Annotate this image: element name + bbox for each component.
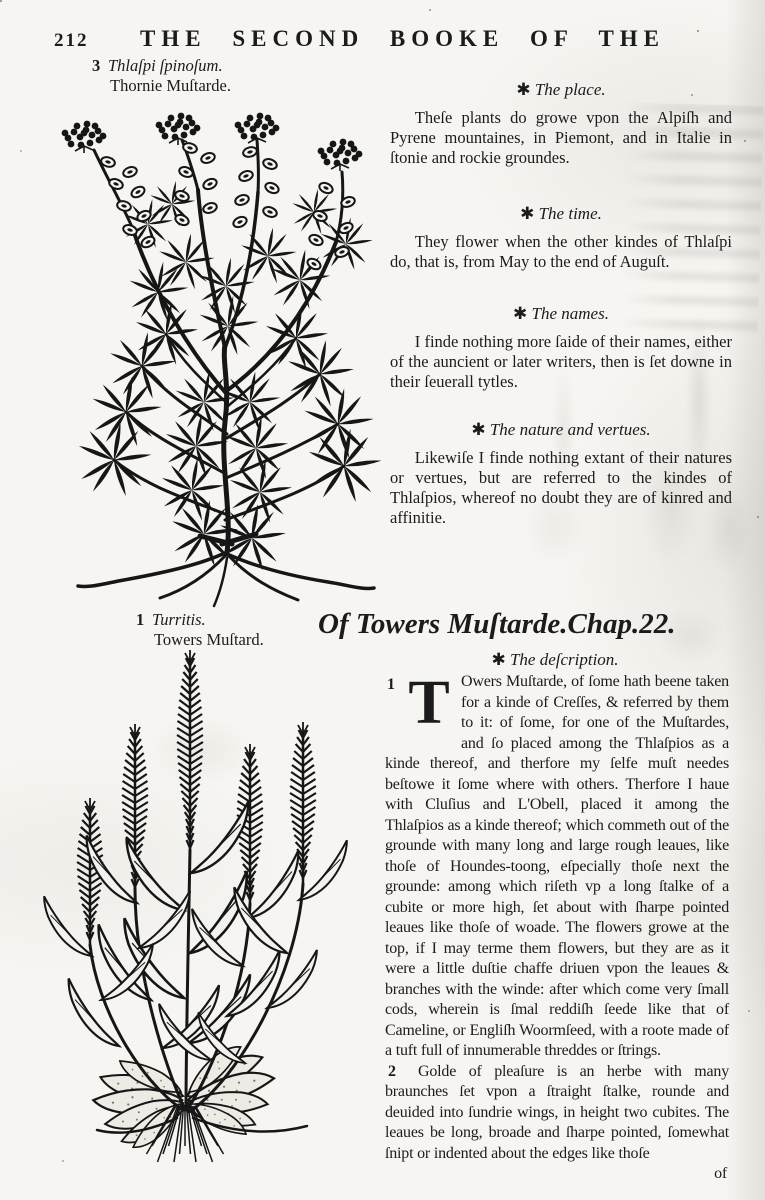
right-column [390,80,732,528]
chapter-title: Of Towers Muſtarde. [318,608,568,640]
paragraph1-number: 1 [387,676,395,693]
section-names-heading: ✱ The names. [513,304,609,323]
figure2-caption-latin: Turritis. [152,610,206,629]
figure2-caption [136,610,264,650]
running-title: THE SECOND BOOKE OF THE [140,26,666,51]
figure1-caption-english: Thornie Muſtarde. [110,76,231,95]
chapter-heading-line [318,608,676,641]
description-paragraph-1 [385,669,729,1062]
chapter-number: Chap.22. [567,608,676,640]
drop-cap-initial: T [408,669,450,737]
figure2-caption-english: Towers Muſtard. [154,630,264,649]
figure1-caption [92,56,231,96]
paragraph2-text: Golde of pleaſure is an herbe with many braunches ſet vpon a ſtraight ſtalke, rounde and deuided into ſundrie wings, in height two cubites. The leaues be long, broade and ſharpe pointed, ſomewhat ſnipt or indented about the edges like thoſe [385,1062,729,1162]
section-vertues-heading: ✱ The nature and vertues. [471,420,651,439]
catchword: of [714,1165,727,1182]
description-paragraph-2 [385,1062,729,1165]
section-vertues-body: Likewiſe I finde nothing extant of their natures or vertues, but are referred to the kindes of Thlaſpios, whereof no doubt they are of kinred and affinitie. [390,448,732,527]
page-number: 212 [54,30,89,51]
paragraph2-number: 2 [388,1062,396,1080]
description-block [385,669,729,1185]
woodcut-thornie-mustarde-illustration [52,92,382,612]
woodcut-towers-mustard-illustration [35,648,335,1178]
paper-specks [0,0,2,2]
figure2-caption-number: 1 [136,610,145,629]
section-names-body: I finde nothing more ſaide of their names, either of the auncient or later writers, then is ſet downe in their ſeuerall tytles. [390,332,732,391]
figure1-caption-number: 3 [92,56,101,75]
section-place-body: Theſe plants do growe vpon the Alpiſh and Pyrene mountaines, in Piemont, and in Italie in ſtonie and rockie groundes. [390,108,732,167]
section-place-heading: ✱ The place. [516,80,606,99]
description-heading: ✱ The deſcription. [491,650,619,669]
paragraph1-text: Owers Muſtarde, of ſome hath beene taken for a kinde of Creſſes, & referred by them to it: of ſome, for one of the Muſtardes, and ſo placed among the Thlaſpios as a kinde thereof, and therfore my ſelfe muſt needes beſtowe it ſome where with others. Therfore I haue with Cluſius and L'Obell, placed it among the Thlaſpios as a kinde thereof; which commeth out of the grounde with many long and large rough leaues, like thoſe of Houndes-toong, eſpecially thoſe next the grounde: among which riſeth vp a long ſtalke of a cubite or more high, ſet about with ſharpe pointed leaues like thoſe of woade. The flowers growe at the top, if I may terme them flowers, but they are as it were a little duſtie chaffe driuen vpon the leaues & branches with the winde: after which come very ſmall cods, wherein is ſmal reddiſh ſeede like that of Cameline, or Engliſh Woormſeed, with a roote made of a tuft full of innumerable threddes or ſtrings. [385,673,729,1059]
section-time-body: They flower when the other kindes of Thlaſpi do, that is, from May to the end of Auguſt. [390,232,732,271]
figure1-caption-latin: Thlaſpi ſpinoſum. [108,56,223,75]
section-time-heading: ✱ The time. [520,204,602,223]
